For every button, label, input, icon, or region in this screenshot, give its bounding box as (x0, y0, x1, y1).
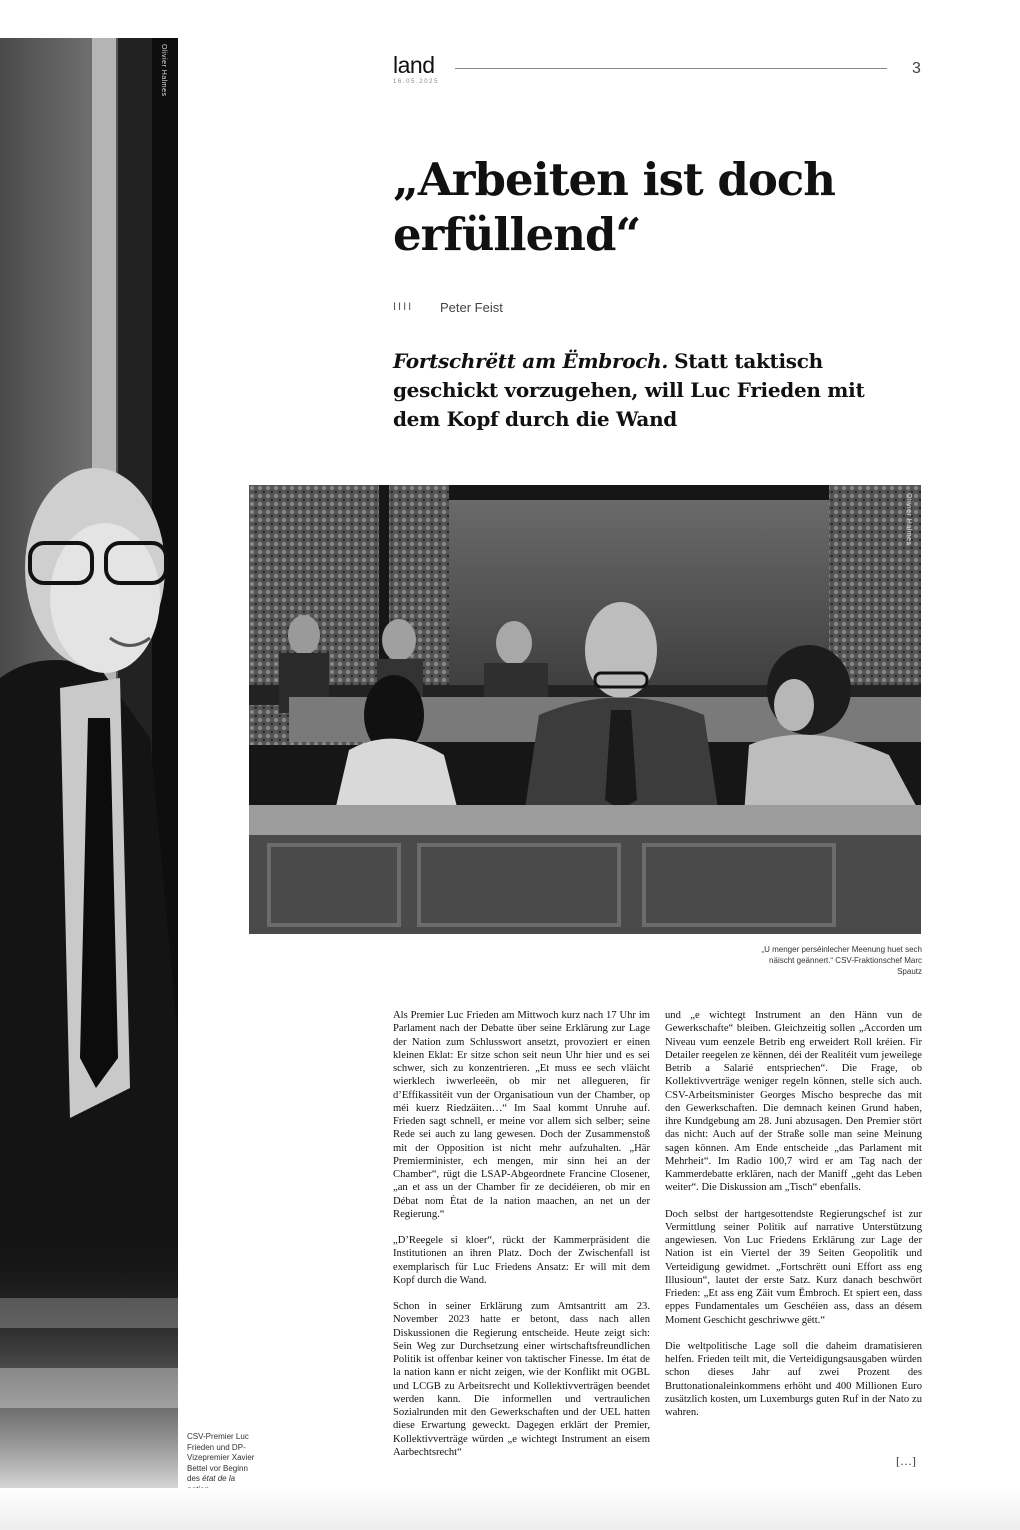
body-column-1 (393, 1009, 650, 1472)
body-paragraph: Die weltpolitische Lage soll die daheim dramatisieren helfen. Frieden teilt mit, die Verteidigungsausgaben würden schon dieses Jahr auf zwei Prozent des Bruttonationaleinkommens erhöht und 400 Millionen Euro zusätzlich kosten, um Luxemburgs guten Ruf in der Nato zu wahren. (665, 1340, 922, 1418)
masthead-logo[interactable]: land (393, 52, 435, 78)
left-photo-credit: Olivier Halmes (160, 44, 167, 97)
page-bottom-fade (0, 1488, 1020, 1530)
masthead-rule (455, 68, 887, 69)
continuation-mark: […] (896, 1454, 916, 1468)
lead-text: Statt taktisch geschickt vorzugehen, will Luc Frieden mit dem Kopf durch die Wand (393, 349, 865, 431)
body-column-2 (665, 1009, 922, 1432)
left-caption-italic: état de la (202, 1474, 236, 1483)
left-portrait-photo (0, 38, 178, 1490)
author-mark: IIII (393, 301, 414, 313)
body-paragraph: Schon in seiner Erklärung zum Amtsantritt am 23. November 2023 hatte er betont, dass nach allen Diskussionen die Regierung entscheide. Heute zeigt sich: Sein Weg zur Durchsetzung einer wirtschaftsfreundlichen Politik ist offenbar keiner von taktischer Finesse. Im état de la nation kann er nicht zeigen, wie der Konflikt mit OGBL und LCGB zu Arbeitsrecht und Kollektivverträgen beendet werden kann. Die informellen und vertraulichen Sozialrunden mit den Gewerkschaften und der UEL hatten diese Erwartung geweckt. Dagegen erklärt der Premier, Kollektivverträge würden „e wichtegt Instrument an eisem Aarbechtsrecht“ (393, 1301, 650, 1458)
article-headline: „Arbeiten ist doch erfüllend“ (393, 153, 835, 261)
body-paragraph: „D’Reegele si kloer“, rückt der Kammerpräsident die Institutionen an ihren Platz. Doch der Zwischenfall ist exemplarisch für Luc Friedens Ansatz: Er will mit dem Kopf durch die Wand. (393, 1235, 650, 1286)
portrait-illustration (0, 38, 178, 1490)
body-paragraph: Doch selbst der hartgesottendste Regierungschef ist zur Vermittlung seiner Politik auf narrative Unterstützung angewiesen. Von Luc Friedens Erklärung zur Lage der Nation ist ein Viertel der 39 Seiten Geopolitik und Verteidigung gewidmet. „Fortschrëtt ouni Effort ass eng Illusioun“, lautet der erste Satz. Kurz danach beschwört Frieden: „Et ass eng Zäit vum Ëmbroch. Et spiert een, dass eppes Fundamentales um Geschéien ass, dass an désem Moment Geschicht geschriwwe gëtt.“ (665, 1208, 922, 1326)
left-caption-text: CSV-Premier Luc Frieden und DP-Vizepremier Xavier Bettel vor Beginn des (187, 1432, 255, 1483)
main-photo-credit: Olivier Halmes (905, 493, 912, 546)
body-paragraph: und „e wichtegt Instrument an den Hänn vun de Gewerkschafte“ bleiben. Gleichzeitig sollen „Accorden um Niveau vum eenzele Betrib eng erweidert Roll kréien. Fir Detailer reegelen ze kënnen, déi der Realitéit vum jeweilege Betrib a Salarié entspriechen“. Die Frage, ob Kollektivverträge weniger regeln können, stelle sich auch. CSV-Arbeitsminister Georges Mischo bespreche das mit den Gewerkschaften. Die demnach keinen Grund haben, ihre Kundgebung am 28. Juni abzusagen. Den Premier stört das nicht: Auch auf der Straße solle man seine Meinung sagen können. Am Ende entscheide „das Parlament mit Mehrheit“. Im Radio 100,7 wird er am Tag nach der Kammerdebatte erklären, nach der Maniff „geht das Leben weiter“. Die Diskussion am „Tisch“ ebenfalls. (665, 1010, 922, 1194)
issue-date: 16.05.2025 (393, 79, 440, 85)
lead-kicker: Fortschrëtt am Ëmbroch. (393, 349, 669, 373)
article-lead (393, 347, 903, 434)
body-paragraph: Als Premier Luc Frieden am Mittwoch kurz nach 17 Uhr im Parlament nach der Debatte über seine Erklärung zur Lage der Nation zum Schlusswort ansetzt, provoziert er einen kleinen Eklat: Er sitze schon seit neun Uhr hier und es sei schwer, sich zu konzentrieren. „Et muss ee sech vläicht wierklech iwwerleeën, ob mir net allegueren, fir d’Effikassitéit vun der Organisatioun vun der Chamber, op méi kuerz Riedzäiten…“ Im Saal kommt Unruhe auf. Frieden sagt schnell, er meine vor allem sich selber; seine Rede sei auch zu lang gewesen. Doch der Zusammenstoß mit der Opposition ist nicht mehr aufzuhalten. „Här Premierminister, ech mengen, mir sinn hei an der Chamber“, rügt die LSAP-Abgeordnete Francine Closener, „an et ass un der Chamber fir ze decidéieren, ob mir en Débat nom État de la nation maachen, an net un der Regierung.“ (393, 1010, 650, 1220)
author-name: Peter Feist (440, 300, 503, 315)
left-photo-caption (187, 1432, 257, 1495)
main-photo (249, 485, 921, 934)
main-photo-caption: „U menger perséinlecher Meenung huet sech näischt geännert.“ CSV-Fraktionschef Marc Spautz (761, 945, 922, 976)
page-number: 3 (912, 60, 921, 77)
parliament-photo-illustration (249, 485, 921, 934)
